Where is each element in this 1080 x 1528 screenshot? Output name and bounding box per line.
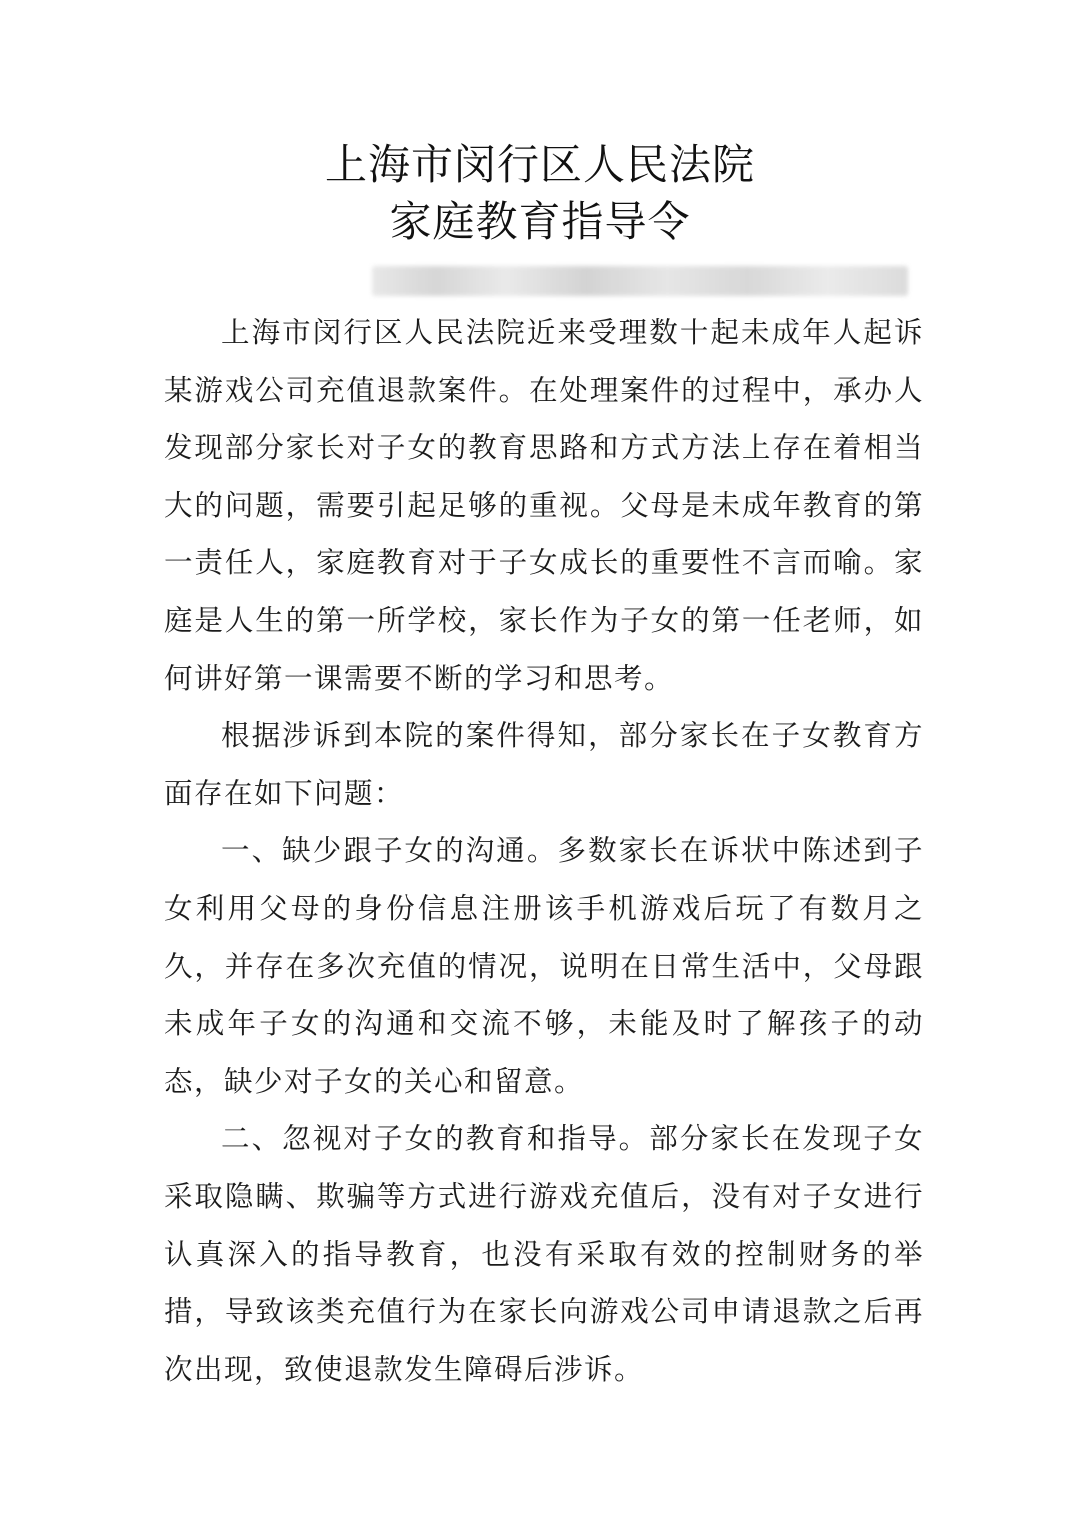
paragraph-intro: 上海市闵行区人民法院近来受理数十起未成年人起诉某游戏公司充值退款案件。在处理案件的过程中，承办人发现部分家长对子女的教育思路和方式方法上存在着相当大的问题，需要引起足够的重视。父母是未成年教育的第一责任人，家庭教育对于子女成长的重要性不言而喻。家庭是人生的第一所学校，家长作为子女的第一任老师，如何讲好第一课需要不断的学习和思考。 (164, 316, 924, 695)
paragraph-issue-2: 二、忽视对子女的教育和指导。部分家长在发现子女采取隐瞒、欺骗等方式进行游戏充值后，没有对子女进行认真深入的指导教育，也没有采取有效的控制财务的举措，导致该类充值行为在家长向游戏公司申请退款之后再次出现，致使退款发生障碍后涉诉。 (164, 1122, 924, 1386)
document-title-court: 上海市闵行区人民法院 (324, 140, 755, 189)
paragraph-issue-1: 一、缺少跟子女的沟通。多数家长在诉状中陈述到子女利用父母的身份信息注册该手机游戏后玩了有数月之久，并存在多次充值的情况，说明在日常生活中，父母跟未成年子女的沟通和交流不够，未能及时了解孩子的动态，缺少对子女的关心和留意。 (164, 834, 924, 1098)
paragraph-issues-lead: 根据涉诉到本院的案件得知，部分家长在子女教育方面存在如下问题： (164, 719, 924, 810)
redacted-document-number (372, 266, 908, 296)
document-title-order: 家庭教育指导令 (389, 197, 691, 246)
document-body (164, 304, 924, 1398)
